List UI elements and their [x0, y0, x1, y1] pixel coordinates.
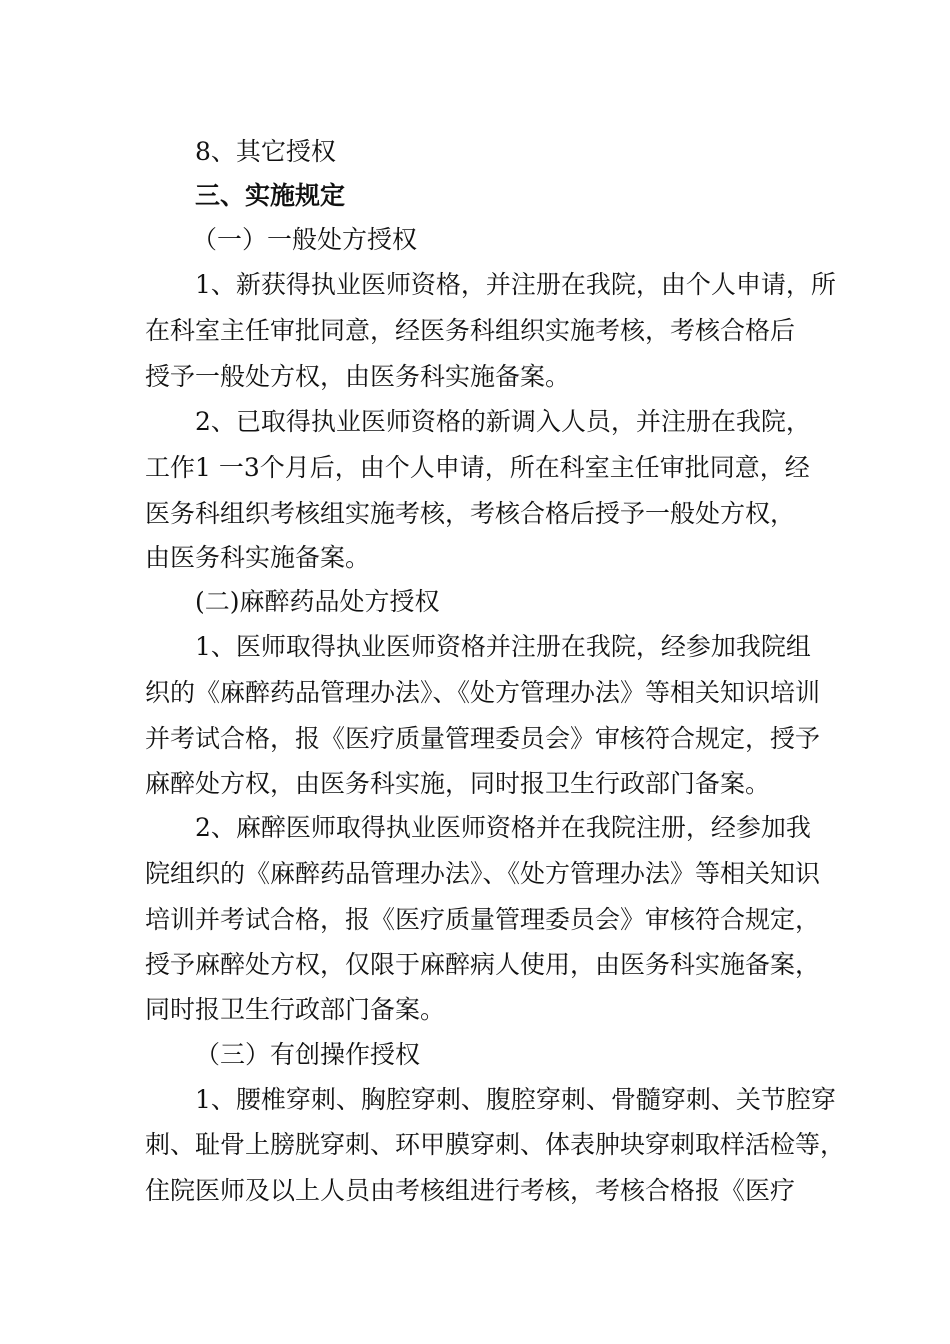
paragraph-line: 由医务科实施备案。: [145, 543, 371, 572]
paragraph-line: 1、医师取得执业医师资格并注册在我院，经参加我院组: [195, 632, 811, 661]
paragraph-line: 授予一般处方权，由医务科实施备案。: [145, 362, 571, 391]
subheading-general-prescription: （一）一般处方授权: [192, 225, 418, 254]
paragraph-line: 织的《麻醉药品管理办法》、《处方管理办法》等相关知识培训: [145, 678, 821, 707]
paragraph-line: 院组织的《麻醉药品管理办法》、《处方管理办法》等相关知识: [145, 859, 821, 888]
section-heading-implementation: 三、实施规定: [195, 181, 346, 210]
paragraph-line: 工作1 一3个月后，由个人申请，所在科室主任审批同意，经: [145, 453, 810, 482]
paragraph-line: 刺、耻骨上膀胱穿刺、环甲膜穿刺、体表肿块穿刺取样活检等，: [145, 1130, 846, 1159]
paragraph-line: 医务科组织考核组实施考核，考核合格后授予一般处方权，: [145, 499, 796, 528]
paragraph-line: 1、新获得执业医师资格，并注册在我院，由个人申请，所: [195, 270, 836, 299]
subheading-invasive-procedures: （三）有创操作授权: [195, 1040, 421, 1069]
paragraph-line: 授予麻醉处方权，仅限于麻醉病人使用，由医务科实施备案，: [145, 950, 821, 979]
paragraph-line: 住院医师及以上人员由考核组进行考核，考核合格报《医疗: [145, 1176, 796, 1205]
paragraph-line: 2、已取得执业医师资格的新调入人员，并注册在我院，: [195, 407, 811, 436]
paragraph-line: 麻醉处方权，由医务科实施，同时报卫生行政部门备案。: [145, 769, 771, 798]
paragraph-line: 2、麻醉医师取得执业医师资格并在我院注册，经参加我: [195, 813, 811, 842]
item-8-other-authorization: 8、其它授权: [195, 137, 336, 166]
subheading-anesthetic-prescription: (二)麻醉药品处方授权: [195, 587, 440, 616]
paragraph-line: 并考试合格，报《医疗质量管理委员会》审核符合规定，授予: [145, 724, 821, 753]
paragraph-line: 1、腰椎穿刺、胸腔穿刺、腹腔穿刺、骨髓穿刺、关节腔穿: [195, 1085, 836, 1114]
paragraph-line: 培训并考试合格，报《医疗质量管理委员会》审核符合规定，: [145, 905, 821, 934]
paragraph-line: 在科室主任审批同意，经医务科组织实施考核，考核合格后: [145, 316, 796, 345]
paragraph-line: 同时报卫生行政部门备案。: [145, 995, 446, 1024]
